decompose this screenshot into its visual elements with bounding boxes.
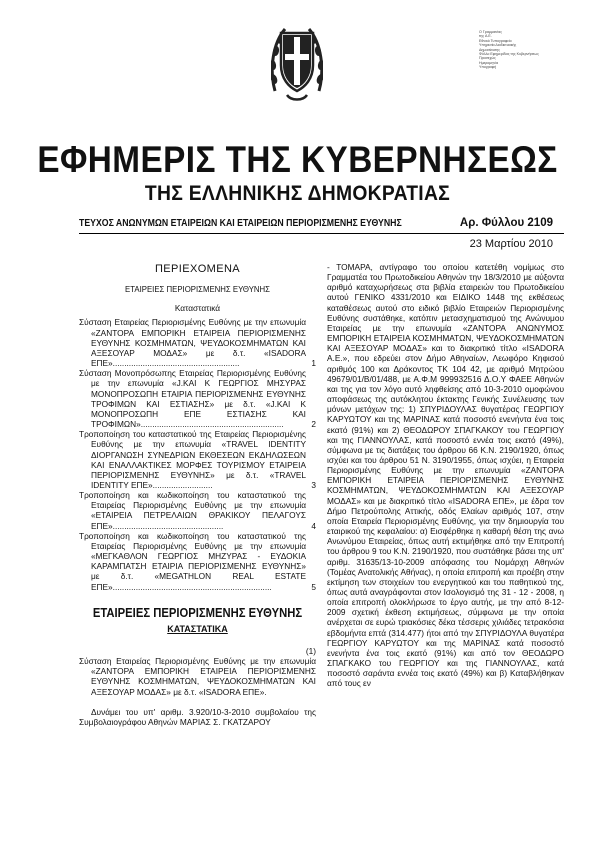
issue-type: ΤΕΥΧΟΣ ΑΝΩΝΥΜΩΝ ΕΤΑΙΡΕΙΩΝ ΚΑΙ ΕΤΑΙΡΕΙΩΝ ΠΕΡΙΟΡΙΣΜΕΝΗΣ ΕΥΘΥΝΗΣ xyxy=(79,218,402,229)
header-rule xyxy=(79,233,564,234)
toc-item-text: Τροποποίηση και κωδικοποίηση του καταστατικού της Εταιρείας Περιορισμένης Ευθύνης με την επωνυμία «ΕΤΑΙΡΕΙΑ ΠΕΤΡΕΛΑΙΩΝ ΘΡΑΚΙΚΟΥ ΠΕΛΑΓΟΥΣ ΕΠΕ»................................................ xyxy=(79,490,306,531)
issue-date: 23 Μαρτίου 2010 xyxy=(469,238,553,250)
body-text-continued: - ΤΟΜΑΡΑ, αντίγραφο του οποίου κατετέθη νομίμως στο Γραμματέα του Πρωτοδικείου Αθηνών την 18/3/2010 με αύξοντα αριθμό καταχωρήσεως στα βιβλία εταιρειών του Πρωτοδικείου αυτού ΓΕΝΙΚΟ 4331/2010 και ΕΙΔΙΚΟ 1448 της εκθέσεως καταθέσεως αυτού στο ειδικό βιβλίο Εταιρειών Περιορισμένης Ευθύνης συστάθηκε, κατόπιν μετασχηματισμού της Ανώνυμου Εταιρείας με την επωνυμία «ΖΑΝΤΟΡΑ ΑΝΩΝΥΜΟΣ ΕΜΠΟΡΙΚΗ ΕΤΑΙΡΕΙΑ ΚΟΣΜΗΜΑΤΩΝ, ΨΕΥΔΟΚΟΣΜΗΜΑΤΩΝ ΚΑΙ ΑΞΕΣΟΥΑΡ ΜΟΔΑΣ» και το διακριτικό τίτλο «ISADORA Α.Ε.», που εδρεύει στον Δήμο Αθηναίων, Λεωφόρο Κηφισού αριθμός 100 και Δράκοντος ΤΚ 104 42, με αριθμό Μητρώου 49679/01/Β/01/488, με Α.Φ.Μ 999932516 Δ.Ο.Υ ΦΑΕΕ Αθηνών και της για τον λόγο αυτό ληφθείσης από 10-3-2010 ομοφώνου αποφάσεως της αυτόκλητου έκτακτης Γενικής Συνέλευσης των μόνων μετόχων της: 1) ΣΠΥΡΙΔΟΥΛΑΣ θυγατέρας ΓΕΩΡΓΙΟΥ ΚΑΡΥΩΤΟΥ και της ΜΑΡΙΝΑΣ κατά ποσοστό ενενήντα ένα τοις εκατό (91%) και 2) ΘΕΟΔΩΡΟΥ ΣΠΑΓΚΑΚΟΥ του ΓΕΩΡΓΙΟΥ και της ΓΙΑΝΝΟΥΛΑΣ, κατά ποσοστό εννέα τοις εκατό (49%), σύμφωνα με τις διατάξεις του άρθρου 66 Κ.Ν. 2190/1920, όπως ισχύει και του άρθρου 51 Ν. 3190/1955, όπως ισχύει, η Εταιρεία Περιορισμένης Ευθύνης με την επωνυμία «ΖΑΝΤΟΡΑ ΕΜΠΟΡΙΚΗ ΕΤΑΙΡΕΙΑ ΠΕΡΙΟΡΙΣΜΕΝΗΣ ΕΥΘΥΝΗΣ ΚΟΣΜΗΜΑΤΩΝ, ΨΕΥΔΟΚΟΣΜΗΜΑΤΩΝ ΚΑΙ ΑΞΕΣΟΥΑΡ ΜΟΔΑΣ» και με διακριτικό τίτλο «ISADORA ΕΠΕ», με έδρα τον Δήμο Πετρούπολης Αττικής, οδός Ελαίων αριθμός 107, στην οποία Εταιρεία Περιορισμένης Ευθύνης, για την δημιουργία του εταιρικού της κεφαλαίου: α) Εισφέρθηκε η καθαρή θέση της ανω Ανωνύμου Εταιρείας, όπως αυτή εκτιμήθηκε από την Επιτροπή του άρθρου 9 του Κ.Ν. 2190/1920, που συστάθηκε βάσει της υπ' αριθμ. 31635/13-10-2009 απόφασης του Νομάρχη Αθηνών (Τομέας Ανατολικής Αθήνας), η οποία επιτροπή και προέβη στην εκτίμηση των στοιχείων του ενεργητικού και του παθητικού της, όπως αυτά αναγράφονται στον Ισολογισμό της 31 - 12 - 2008, η οποία επιτροπή ολοκλήρωσε το έργο αυτής, με την από 8-12-2009 σχετική έκθεση εκτιμήσεως, σύμφωνα με την οποία ανέρχεται σε ευρώ τριακόσιες δέκα τέσσερις χιλιάδες τετρακόσια εβδομήντα επτά (314.477) ήτοι από την ΣΠΥΡΙΔΟΥΛΑ θυγατέρα ΓΕΩΡΓΙΟΥ ΚΑΡΥΩΤΟΥ και της ΜΑΡΙΝΑΣ κατά ποσοστό ενενήντα ένα τοις εκατό (91%) και από τον ΘΕΟΔΩΡΟ ΣΠΑΓΚΑΚΟ του ΓΕΩΡΓΙΟΥ και της ΓΙΑΝΝΟΥΛΑΣ, κατά ποσοστό σαράντα εννέα τοις εκατό (49%) και β) Καταβλήθηκαν από τους εν xyxy=(327,262,564,689)
toc-item-text: Τροποποίηση του καταστατικού της Εταιρείας Περιορισμένης Ευθύνης με την επωνυμία «TRAVEL IDENTITY ΔΙΟΡΓΑΝΩΣΗ ΣΥΝΕΔΡΙΩΝ ΕΚΘΕΣΕΩΝ ΕΚΔΗΛΩΣΕΩΝ ΚΑΙ ΕΝΑΛΛΑΚΤΙΚΕΣ ΜΟΡΦΕΣ ΤΟΥΡΙΣΜΟΥ ΕΤΑΙΡΕΙΑ ΠΕΡΙΟΡΙΣΜΕΝΗΣ ΕΥΘΥΝΗΣ» με δ.τ. «TRAVEL IDENTITY ΕΠΕ».......................... xyxy=(79,429,306,490)
toc-item-text: Τροποποίηση και κωδικοποίηση του καταστατικού της Εταιρείας Περιορισμένης Ευθύνης με την επωνυμία «ΜΕΓΚΑΘΛΟΝ ΓΕΩΡΓΙΟΣ ΜΗΖΥΡΑΣ - ΕΥΔΟΚΙΑ ΚΑΡΑΜΠΑΤΣΗ ΕΤΑΙΡΙΑ ΠΕΡΙΟΡΙΣΜΕΝΗΣ ΕΥΘΥΝΗΣ» με δ.τ. «MEGATHLON REAL ESTATE ΕΠΕ»..................................................................... xyxy=(79,530,306,592)
body-subsection-heading: ΚΑΤΑΣΤΑΤΙΚΑ xyxy=(167,623,228,634)
contents-heading: ΠΕΡΙΕΧΟΜΕΝΑ xyxy=(154,263,241,275)
coat-of-arms-emblem xyxy=(271,19,323,101)
right-column xyxy=(327,262,564,689)
gazette-subtitle: ΤΗΣ ΕΛΛΗΝΙΚΗΣ ΔΗΜΟΚΡΑΤΙΑΣ xyxy=(144,182,451,205)
item-number: (1) xyxy=(305,646,316,656)
toc-item[interactable] xyxy=(79,531,316,592)
gazette-title: ΕΦΗΜΕΡΙΣ ΤΗΣ ΚΥΒΕΡΝΗΣΕΩΣ xyxy=(37,139,558,180)
stamp-line: Φύλλο Εφημερίδας της Κυβερνήσεως xyxy=(479,52,539,57)
toc-page-number: 5 xyxy=(311,581,316,592)
toc-item[interactable] xyxy=(79,490,316,531)
toc-item[interactable] xyxy=(79,368,316,429)
left-column xyxy=(79,262,316,727)
item-title: Σύσταση Εταιρείας Περιορισμένης Ευθύνης με την επωνυμία «ΖΑΝΤΟΡΑ ΕΜΠΟΡΙΚΗ ΕΤΑΙΡΕΙΑ ΠΕΡΙΟΡΙΣΜΕΝΗΣ ΕΥΘΥΝΗΣ ΚΟΣΜΗΜΑΤΩΝ, ΨΕΥΔΟΚΟΣΜΗΜΑΤΩΝ ΚΑΙ ΑΞΕΣΟΥΑΡ ΜΟΔΑΣ» με δ.τ. «ISADORA ΕΠΕ». xyxy=(79,656,316,697)
stamp-line: Υπηρεσία Διαδικτυακής xyxy=(479,43,517,48)
stamp-line: Προσεχώς xyxy=(479,56,496,61)
stamp-line: Ημερομηνία xyxy=(479,60,499,65)
toc-page-number: 2 xyxy=(311,419,316,430)
body-paragraph: Δυνάμει του υπ' αριθμ. 3.920/10-3-2010 συμβολαίου της Συμβολαιογράφου Αθηνών ΜΑΡΙΑΣ Σ. ΓΚΑΤΖΑΡΟΥ xyxy=(79,706,316,727)
toc-item[interactable] xyxy=(79,317,316,368)
contents-subsection: Καταστατικά xyxy=(174,303,221,314)
toc-page-number: 3 xyxy=(311,479,316,490)
issue-number: Αρ. Φύλλου 2109 xyxy=(459,217,553,229)
toc-page-number: 4 xyxy=(311,520,316,531)
digital-signature-stamp xyxy=(479,30,543,70)
toc-item[interactable] xyxy=(79,429,316,490)
stamp-line: Υπογραφή xyxy=(479,65,497,70)
body-section-heading: ΕΤΑΙΡΕΙΕΣ ΠΕΡΙΟΡΙΣΜΕΝΗΣ ΕΥΘΥΝΗΣ xyxy=(92,605,303,620)
stamp-line: Δημοσίευσης xyxy=(479,47,501,52)
stamp-line: Ο Γραμματέας xyxy=(479,30,502,34)
stamp-line: της Α.Ε. xyxy=(479,34,492,39)
toc-item-text: Σύσταση Εταιρείας Περιορισμένης Ευθύνης με την επωνυμία «ΖΑΝΤΟΡΑ ΕΜΠΟΡΙΚΗ ΕΤΑΙΡΕΙΑ ΠΕΡΙΟΡΙΣΜΕΝΗΣ ΕΥΘΥΝΗΣ ΚΟΣΜΗΜΑΤΩΝ, ΨΕΥΔΟΚΟΣΜΗΜΑΤΩΝ ΚΑΙ ΑΞΕΣΟΥΑΡ ΜΟΔΑΣ» με δ.τ. «ISADORA ΕΠΕ»....................................................... xyxy=(79,317,306,369)
toc-item-text: Σύσταση Μονοπρόσωπης Εταιρείας Περιορισμένης Ευθύνης με την επωνυμία «J.KAI K ΓΕΩΡΓΙΟΣ ΜΗΣΥΡΑΣ ΜΟΝΟΠΡΟΣΩΠΗ ΕΤΑΙΡΙΑ ΠΕΡΙΟΡΙΣΜΕΝΗΣ ΕΥΘΥΝΗΣ ΤΡΟΦΙΜΩΝ ΚΑΙ ΕΣΤΙΑΣΗΣ» με δ.τ. «J.KAI K ΜΟΝΟΠΡΟΣΩΠΗ ΕΠΕ ΕΣΤΙΑΣΗΣ ΚΑΙ ΤΡΟΦΙΜΩΝ».............................................................. xyxy=(79,368,306,430)
toc-page-number: 1 xyxy=(311,358,316,369)
contents-section: ΕΤΑΙΡΕΙΕΣ ΠΕΡΙΟΡΙΣΜΕΝΗΣ ΕΥΘΥΝΗΣ xyxy=(125,285,270,295)
stamp-line: Εθνικό Τυπογραφείο xyxy=(479,38,512,43)
